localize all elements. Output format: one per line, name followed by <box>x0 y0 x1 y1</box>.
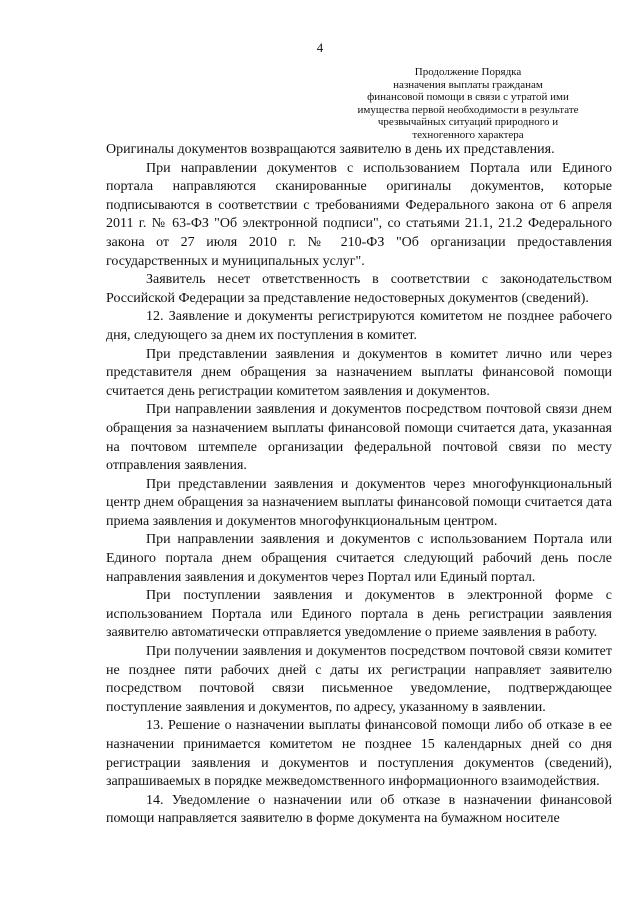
paragraph-item-13: 13. Решение о назначении выплаты финансовой помощи либо об отказе в ее назначении принимается комитетом не позднее 15 календарных дней со дня регистрации заявления и документов и поступления документов (сведений), запрашиваемых в порядке межведомственного информационного взаимодействия. <box>106 718 612 790</box>
paragraph: При представлении заявления и документов в комитет лично или через представителя днем обращения за назначением выплаты финансовой помощи считается день регистрации комитетом заявления и документов. <box>106 346 612 399</box>
paragraph: При направлении заявления и документов с использованием Портала или Единого портала днем обращения считается следующий рабочий день после направления заявления и документов через Портал или Единый портал. <box>106 532 612 585</box>
continuation-line: финансовой помощи в связи с утратой ими <box>367 91 569 104</box>
paragraph-item-12: 12. Заявление и документы регистрируются комитетом не позднее рабочего дня, следующего за днем их поступления в комитет. <box>106 309 612 343</box>
document-body <box>106 141 612 829</box>
paragraph: Оригиналы документов возвращаются заявителю в день их представления. <box>106 142 555 157</box>
paragraph: При направлении заявления и документов посредством почтовой связи днем обращения за назначением выплаты финансовой помощи считается дата, указанная на почтовом штемпеле организации федеральной почтовой связи по месту отправления заявления. <box>106 402 612 474</box>
paragraph: При поступлении заявления и документов в электронной форме с использованием Портала или Единого портала в день регистрации заявления заявителю автоматически отправляется уведомление о приеме заявления в работу. <box>106 588 612 641</box>
continuation-line: чрезвычайных ситуаций природного и <box>377 116 559 129</box>
continuation-line: техногенного характера <box>412 128 524 141</box>
continuation-line: назначения выплаты гражданам <box>393 78 543 91</box>
continuation-line: Продолжение Порядка <box>414 66 522 78</box>
paragraph: При направлении документов с использованием Портала или Единого портала направляются сканированные оригиналы документов, которые подписываются в соответствии с требованиями Федерального закона от 6 апреля 2011 г. № 63-ФЗ "Об электронной подписи", со статьями 21.1, 21.2 Федерального закона от 27 июля 2010 г. № 210-ФЗ "Об организации предоставления государственных и муниципальных услуг". <box>106 160 612 269</box>
continuation-line: имущества первой необходимости в результате <box>357 103 579 116</box>
paragraph: Заявитель несет ответственность в соответствии с законодательством Российской Федерации за представление недостоверных документов (сведений). <box>106 272 612 306</box>
paragraph-item-14: 14. Уведомление о назначении или об отказе в назначении финансовой помощи направляется заявителю в форме документа на бумажном носителе <box>106 792 612 827</box>
paragraph: При представлении заявления и документов через многофункциональный центр днем обращения за назначением выплаты финансовой помощи считается дата приема заявления и документов многофункциональным центром. <box>106 476 612 529</box>
page-number: 4 <box>316 40 324 55</box>
paragraph: При получении заявления и документов посредством почтовой связи комитет не позднее пяти рабочих дней с даты их регистрации направляет заявителю посредством почтовой связи письменное уведомление, подтверждающее поступление заявления и документов, по адресу, указанному в заявлении. <box>106 644 612 715</box>
continuation-header <box>318 66 618 142</box>
